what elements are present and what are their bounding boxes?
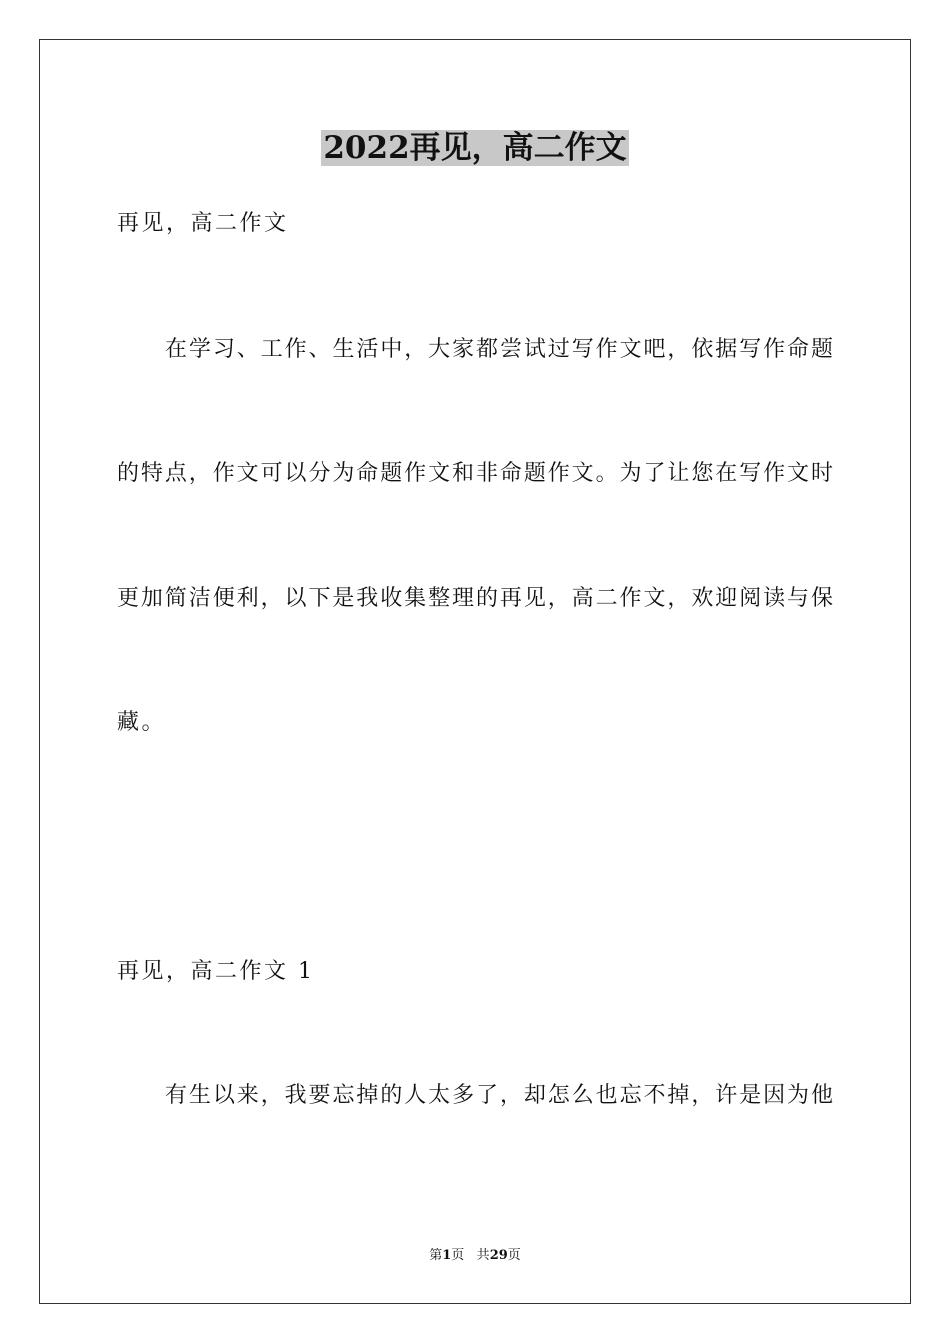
footer-total-prefix: 共 [476, 1248, 490, 1263]
footer-page-suffix: 页 [451, 1248, 465, 1263]
document-subtitle: 再见，高二作文 [117, 211, 289, 236]
footer-page-prefix: 第 [429, 1248, 443, 1263]
section-heading: 再见，高二作文 1 [117, 959, 315, 984]
page-footer [0, 1247, 950, 1265]
footer-total-pages: 29 [489, 1248, 508, 1263]
intro-line-3: 更加简洁便利，以下是我收集整理的再见，高二作文，欢迎阅读与保 [117, 586, 833, 611]
document-title-text: 2022再见，高二作文 [323, 130, 627, 166]
intro-line-4: 藏。 [117, 710, 167, 735]
document-title [0, 126, 950, 170]
intro-line-2: 的特点，作文可以分为命题作文和非命题作文。为了让您在写作文时 [117, 461, 833, 486]
footer-total-suffix: 页 [507, 1248, 521, 1263]
section-line-1: 有生以来，我要忘掉的人太多了，却怎么也忘不掉，许是因为他 [165, 1083, 833, 1108]
footer-page-number: 1 [442, 1248, 452, 1263]
intro-line-1: 在学习、工作、生活中，大家都尝试过写作文吧，依据写作命题 [165, 337, 833, 362]
